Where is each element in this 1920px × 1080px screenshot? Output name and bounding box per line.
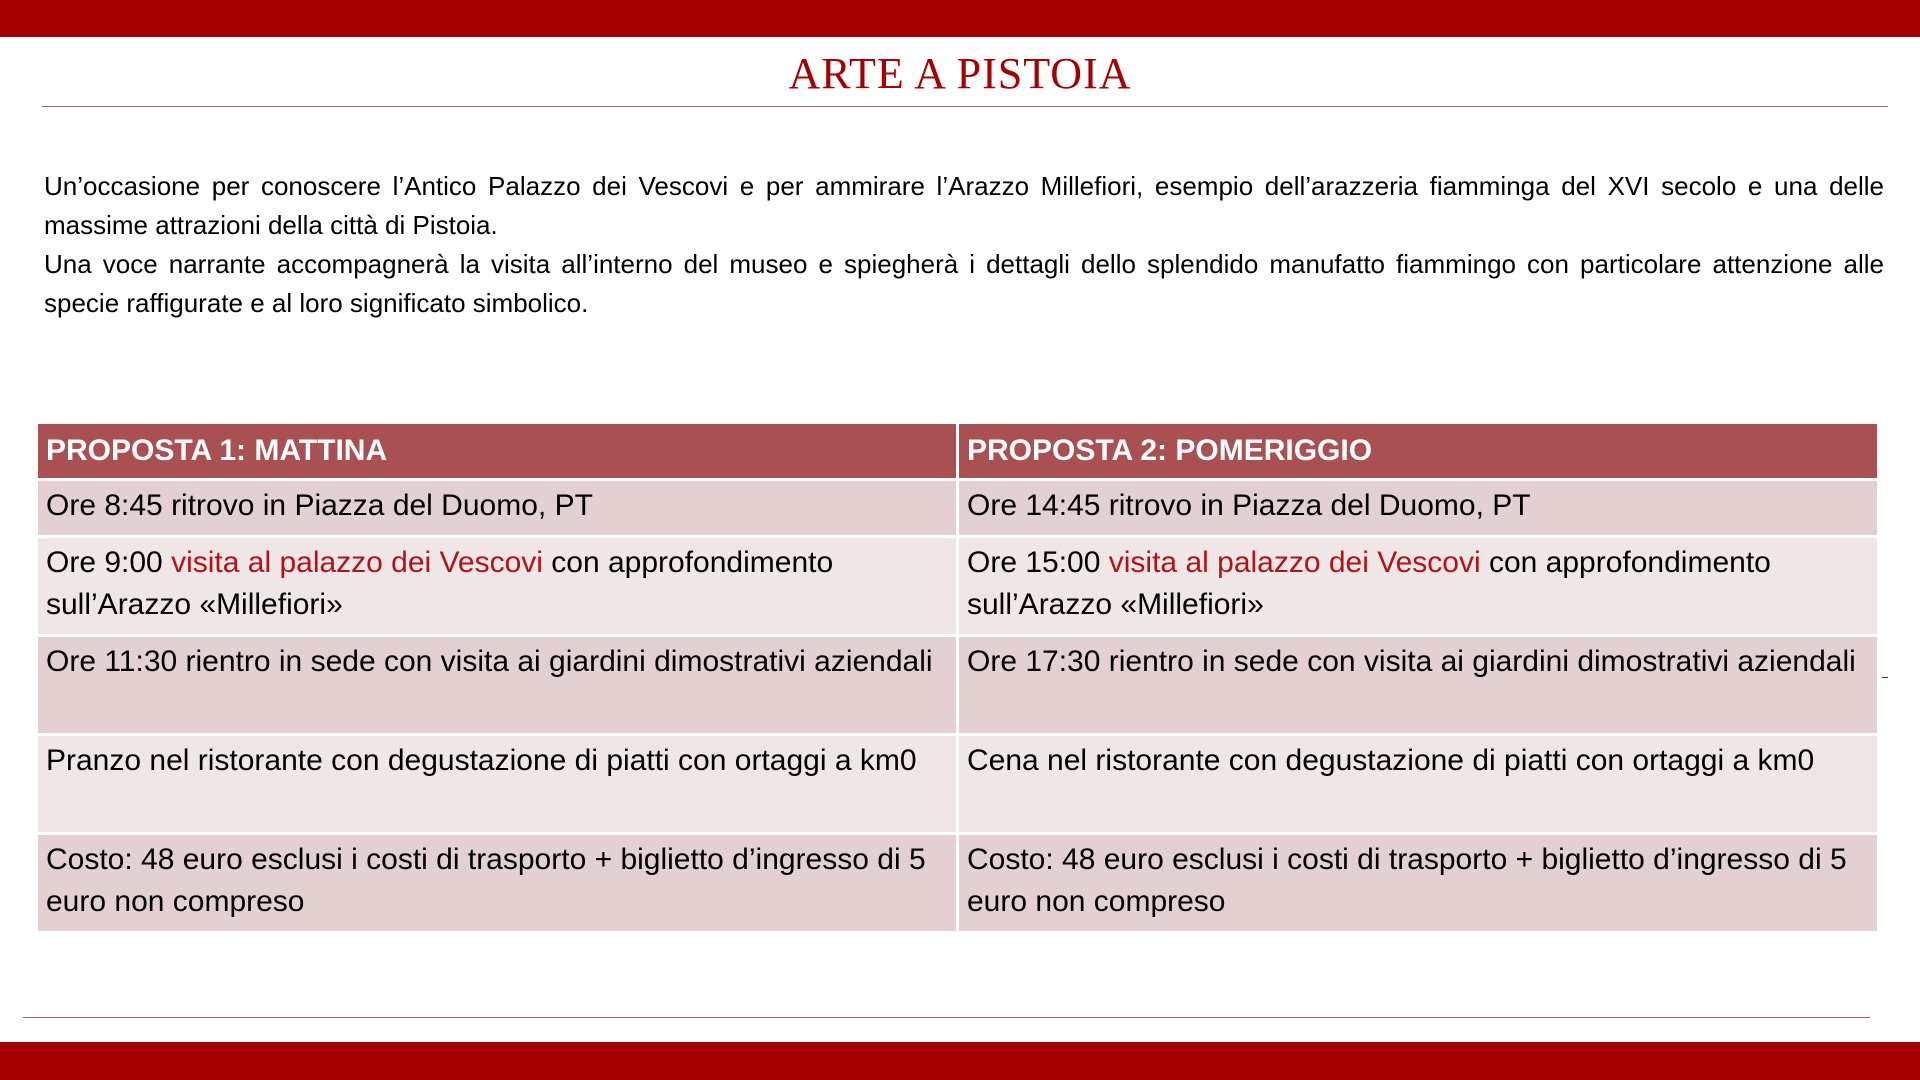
page-title: ARTE A PISTOIA [788,49,1132,98]
intro-paragraph-2: Una voce narrante accompagnerà la visita all’interno del museo e spiegherà i dettagli dello splendido manufatto fiammingo con particolare attenzione alle specie raffigurate e al loro significato simbolico. [44,249,1884,318]
header-proposal-morning: PROPOSTA 1: MATTINA [38,424,956,478]
decorative-mark [1882,677,1888,678]
cell-morning-cost: Costo: 48 euro esclusi i costi di trasporto + biglietto d’ingresso di 5 euro non compreso [38,835,956,931]
cell-morning-return: Ore 11:30 rientro in sede con visita ai giardini dimostrativi aziendali [38,637,956,733]
cell-morning-meeting: Ore 8:45 ritrovo in Piazza del Duomo, PT [38,481,956,535]
intro-text [44,167,1884,323]
intro-paragraph-1: Un’occasione per conoscere l’Antico Palazzo dei Vescovi e per ammirare l’Arazzo Millefiori, esempio dell’arazzeria fiamminga del XVI secolo e una delle massime attrazioni della città di Pistoia. [44,171,1884,240]
visit-highlight: visita al palazzo dei Vescovi [171,546,543,579]
visit-time: Ore 9:00 [46,546,172,579]
cell-afternoon-visit [959,538,1877,634]
header-proposal-afternoon: PROPOSTA 2: POMERIGGIO [959,424,1877,478]
cell-afternoon-meal: Cena nel ristorante con degustazione di piatti con ortaggi a km0 [959,736,1877,832]
cell-morning-meal: Pranzo nel ristorante con degustazione di piatti con ortaggi a km0 [38,736,956,832]
bottom-accent-bar [0,1042,1920,1080]
cell-morning-visit [38,538,956,634]
cell-afternoon-return: Ore 17:30 rientro in sede con visita ai giardini dimostrativi aziendali [959,637,1877,733]
visit-detail: con approfondimento sull’Arazzo «Millefiori» [967,546,1771,621]
cell-afternoon-cost: Costo: 48 euro esclusi i costi di trasporto + biglietto d’ingresso di 5 euro non compreso [959,835,1877,931]
cell-afternoon-meeting: Ore 14:45 ritrovo in Piazza del Duomo, PT [959,481,1877,535]
schedule-table [35,421,1880,934]
table-row [38,538,1877,634]
table-row [38,736,1877,832]
visit-time: Ore 15:00 [967,546,1109,579]
footer-divider [23,1017,1870,1018]
visit-detail: con approfondimento sull’Arazzo «Millefiori» [46,546,834,621]
table-header-row [38,424,1877,478]
table-row [38,835,1877,931]
table-row [38,637,1877,733]
visit-highlight: visita al palazzo dei Vescovi [1108,546,1481,579]
title-divider [42,106,1888,107]
top-accent-bar [0,0,1920,37]
table-row [38,481,1877,535]
